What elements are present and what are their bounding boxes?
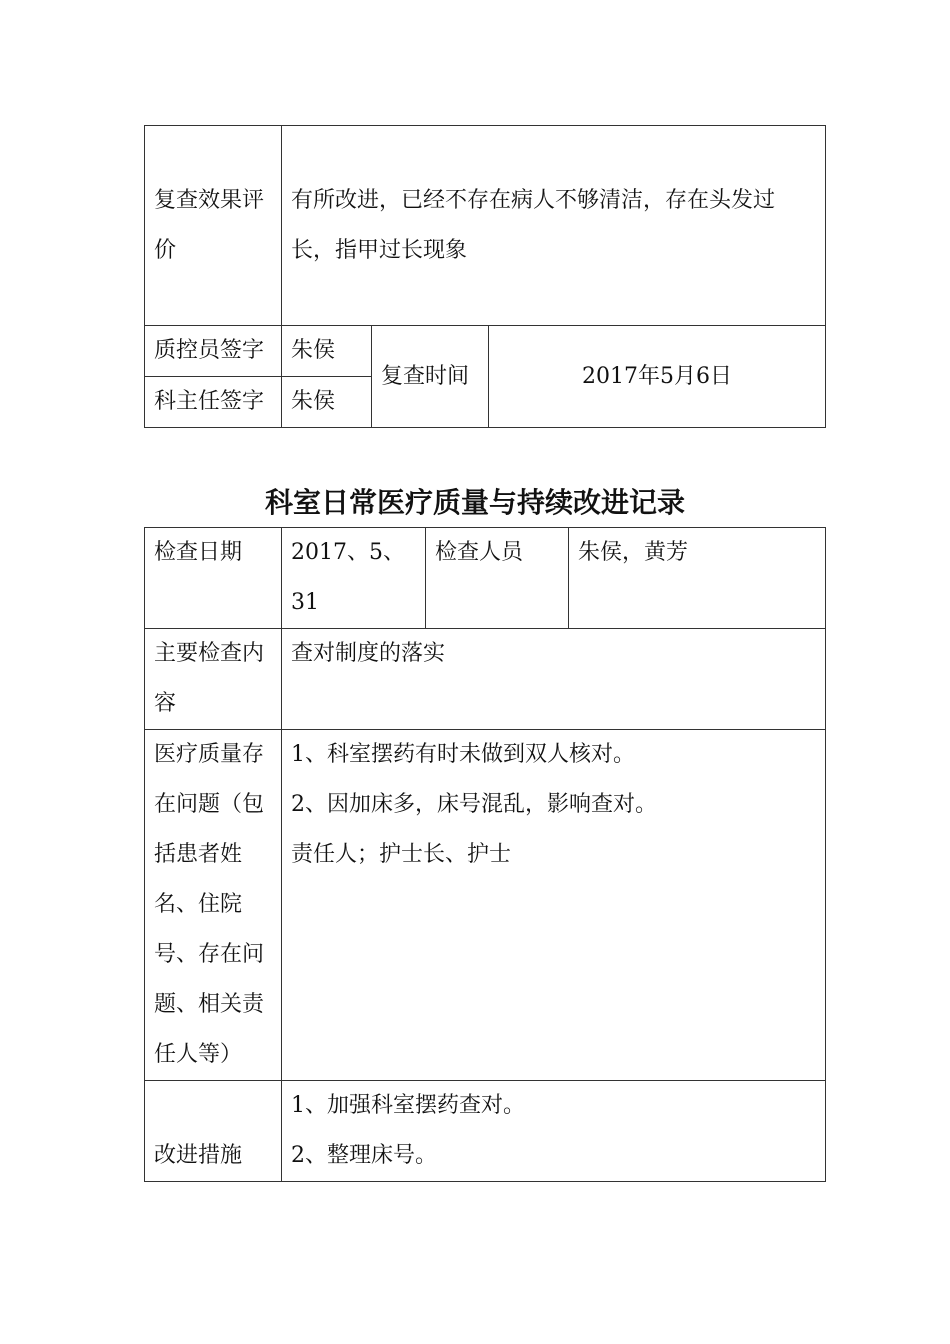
qc-sign-label-text: 质控员签字 [154,338,265,363]
problem-item: 1、科室摆药有时未做到双人核对。 [291,742,635,767]
review-table [144,125,826,428]
problems-label [145,730,282,1081]
content-label [145,629,282,730]
review-time-label [372,326,489,428]
director-sign-label [145,377,282,428]
problems-label-text: 医疗质量存在问题（包括患者姓名、住院号、存在问题、相关责任人等） [154,742,265,1067]
inspector-value-text: 朱侯，黄芳 [578,540,689,565]
check-date-label [145,528,282,629]
review-effect-value [282,126,826,326]
qc-sign-value-text: 朱侯 [291,338,336,363]
content-value [282,629,826,730]
qc-sign-label [145,326,282,377]
review-time-value [489,326,826,428]
review-effect-label [145,126,282,326]
measures-value [282,1081,826,1182]
qc-sign-value [282,326,372,377]
review-time-label-text: 复查时间 [381,363,470,389]
measures-label [145,1081,282,1182]
problems-value [282,730,826,1081]
check-date-value [282,528,426,629]
inspector-value [569,528,826,629]
review-effect-text: 有所改进，已经不存在病人不够清洁，存在头发过长，指甲过长现象 [291,187,776,263]
content-label-text: 主要检查内容 [154,641,265,716]
measure-item: 1、加强科室摆药查对。 [291,1093,525,1118]
review-effect-label-text: 复查效果评价 [154,187,265,263]
record-table [144,527,826,1182]
director-sign-label-text: 科主任签字 [154,389,265,414]
measure-item: 2、整理床号。 [291,1143,437,1168]
review-time-value-text: 2017年5月6日 [582,363,732,389]
director-sign-value-text: 朱侯 [291,389,336,414]
record-title: 科室日常医疗质量与持续改进记录 [264,486,685,519]
measures-label-text: 改进措施 [154,1143,243,1168]
inspector-label [426,528,569,629]
check-date-value-text: 2017、5、31 [291,540,405,615]
responsible-person: 责任人；护士长、护士 [291,842,512,867]
problem-item: 2、因加床多，床号混乱，影响查对。 [291,792,657,817]
director-sign-value [282,377,372,428]
inspector-label-text: 检查人员 [435,540,524,565]
content-value-text: 查对制度的落实 [291,641,446,666]
check-date-label-text: 检查日期 [154,540,243,565]
